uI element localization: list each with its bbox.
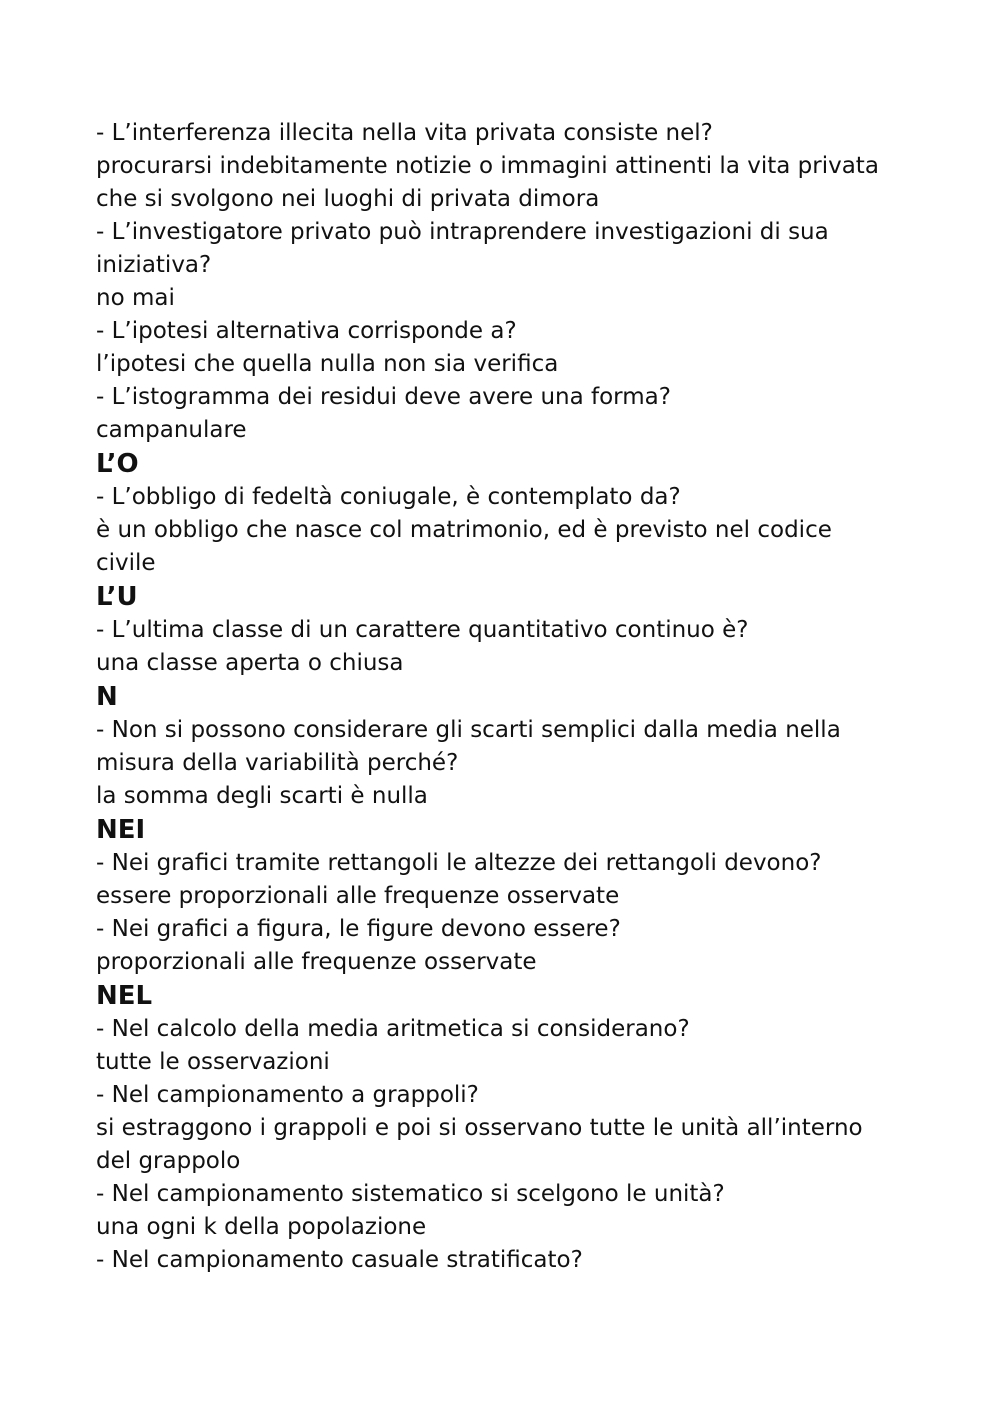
question-line: - L’ultima classe di un carattere quantitativo continuo è? — [96, 617, 749, 643]
question-line: iniziativa? — [96, 252, 212, 278]
section-heading: L’U — [96, 582, 138, 612]
question-line: - L’investigatore privato può intraprendere investigazioni di sua — [96, 219, 829, 245]
question-line: - Nel campionamento sistematico si scelgono le unità? — [96, 1181, 725, 1207]
question-line: misura della variabilità perché? — [96, 750, 459, 776]
answer-line: proporzionali alle frequenze osservate — [96, 949, 537, 975]
question-line: - Nei grafici a figura, le figure devono essere? — [96, 916, 621, 942]
answer-line: del grappolo — [96, 1148, 241, 1174]
answer-line: la somma degli scarti è nulla — [96, 783, 428, 809]
answer-line: una ogni k della popolazione — [96, 1214, 427, 1240]
question-line: - Nel calcolo della media aritmetica si considerano? — [96, 1016, 690, 1042]
answer-line: no mai — [96, 285, 175, 311]
question-line: - Nei grafici tramite rettangoli le altezze dei rettangoli devono? — [96, 850, 822, 876]
question-line: - L’istogramma dei residui deve avere una forma? — [96, 384, 671, 410]
section-heading: L’O — [96, 449, 139, 479]
answer-line: è un obbligo che nasce col matrimonio, ed è previsto nel codice — [96, 517, 832, 543]
answer-line: essere proporzionali alle frequenze osservate — [96, 883, 620, 909]
question-line: - L’obbligo di fedeltà coniugale, è contemplato da? — [96, 484, 681, 510]
answer-line: l’ipotesi che quella nulla non sia verifica — [96, 351, 559, 377]
question-line: - Nel campionamento a grappoli? — [96, 1082, 479, 1108]
answer-line: campanulare — [96, 417, 247, 443]
question-line: - L’ipotesi alternativa corrisponde a? — [96, 318, 517, 344]
question-line: - Non si possono considerare gli scarti semplici dalla media nella — [96, 717, 841, 743]
answer-line: tutte le osservazioni — [96, 1049, 330, 1075]
answer-line: civile — [96, 550, 156, 576]
question-line: - Nel campionamento casuale stratificato? — [96, 1247, 583, 1273]
answer-line: si estraggono i grappoli e poi si osservano tutte le unità all’interno — [96, 1115, 863, 1141]
document-page — [96, 117, 926, 1277]
section-heading: NEI — [96, 815, 146, 845]
answer-line: che si svolgono nei luoghi di privata dimora — [96, 186, 600, 212]
question-line: - L’interferenza illecita nella vita privata consiste nel? — [96, 120, 713, 146]
section-heading: N — [96, 682, 118, 712]
answer-line: procurarsi indebitamente notizie o immagini attinenti la vita privata — [96, 153, 879, 179]
answer-line: una classe aperta o chiusa — [96, 650, 404, 676]
section-heading: NEL — [96, 981, 153, 1011]
